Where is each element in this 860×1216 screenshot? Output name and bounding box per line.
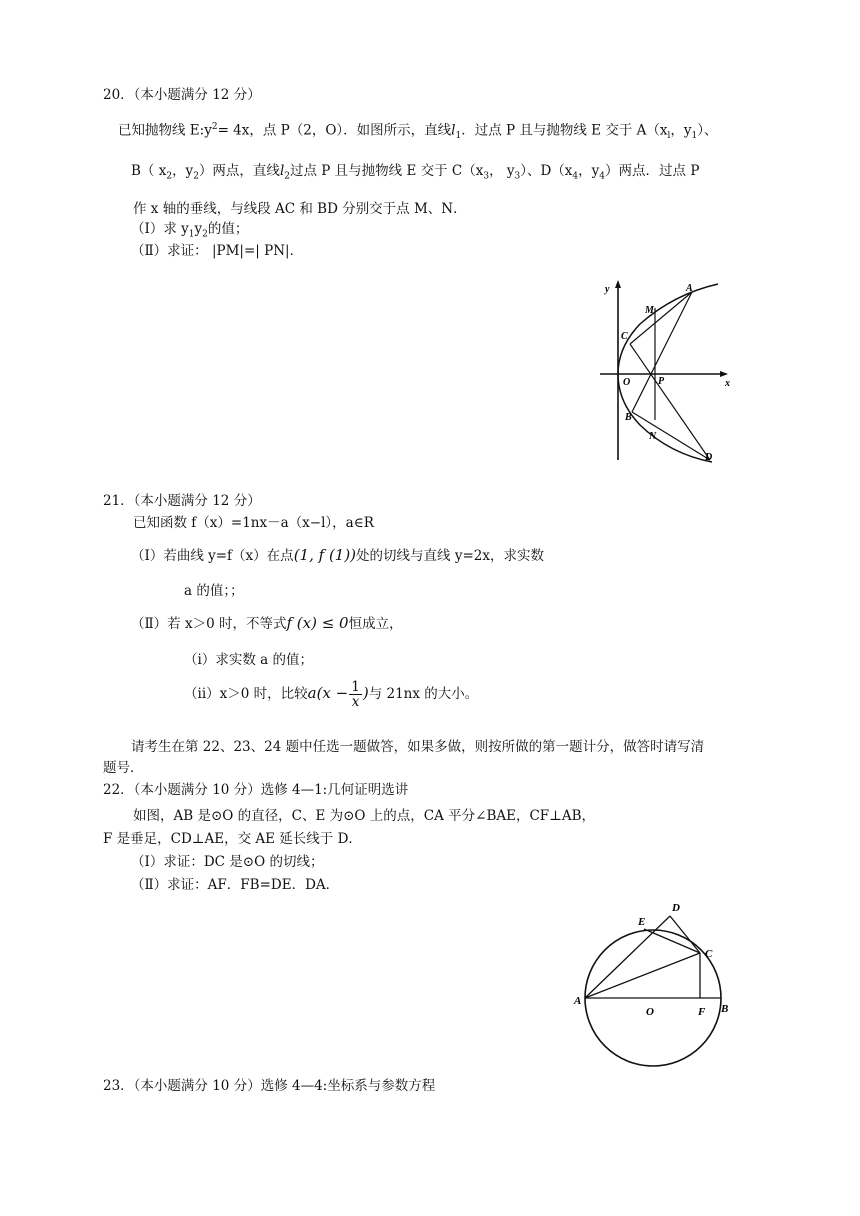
segment-B-D [632,412,710,460]
circle-figure [570,895,750,1070]
label-O: O [646,1006,654,1018]
label-P: P [658,376,665,387]
label-O: O [623,377,631,388]
q20-line3: 作 x 轴的垂线，与线段 AC 和 BD 分别交于点 M、N． [133,201,467,217]
q20-line1: 已知抛物线 $E:y^2= 4x$，点 P（2，O）．如图所示，直线$l_1$．过点 P 且与抛物线 E 交于 $A(x_l$，$y_1$）、 [118,122,718,142]
line-C-D [630,344,710,460]
q23-header: 23．（本小题满分 10 分）选修 4—4:坐标系与参数方程 [103,1078,436,1094]
q21-part1-cont: a 的值；； [184,583,244,599]
q20-part2: （Ⅱ）求证： |PM|=| PN|． [131,243,304,259]
segment-A-E-D [585,916,670,998]
q22-line1: 如图，AB 是⊙O 的直径，C、E 为⊙O 上的点，CA 平分∠BAE，CF⊥AB， [133,808,596,824]
q21-line1: 已知函数 f（x）=1nx－a（x−l），a∈R [133,515,374,531]
label-A: A [574,995,582,1007]
q22-line2: F 是垂足，CD⊥AE，交 AE 延长线于 D． [103,831,362,847]
label-C: C [621,331,628,342]
q22-part2: （Ⅱ）求证：AF．FB=DE．DA． [131,877,340,893]
label-y: y [605,284,610,295]
q20-header: 20．（本小题满分 12 分） [103,87,261,103]
label-C: C [705,948,713,960]
segment-A-C [630,292,692,344]
q21-header: 21．（本小题满分 12 分） [103,493,261,509]
q20-part1: （I）求 $y_1y_2$的值； [131,221,249,240]
line-A-B [632,292,692,412]
instruction-line1: 请考生在第 22、23、24 题中任选一题做答，如果多做，则按所做的第一题计分，做答时请写清 [131,739,705,755]
q20-line2: B（ $x_2$，$y_2$）两点，直线$l_2$过点 P 且与抛物线 E 交于 $C(x_3$， $y_3$）、$D(x_4$，$y_4$）两点．过点 P [131,163,700,182]
label-A: A [686,283,693,294]
q22-header: 22．（本小题满分 10 分）选修 4—1:几何证明选讲 [103,782,409,798]
q21-sub-ii: （ii）x＞0 时，比较a(x − $\frac{1}{x}$ )与 21nx 的大小。 [184,679,479,710]
label-x: x [725,378,730,389]
label-F: F [698,1006,706,1018]
x-axis-arrow [720,371,728,377]
fraction-one-over-x: $\frac{1}{x}$ [351,679,360,710]
q21-part2: （Ⅱ）若 x＞0 时，不等式f (x) ≤ 0恒成立， [131,614,403,632]
q22-part1: （I）求证：DC 是⊙O 的切线； [131,854,324,870]
label-M: M [645,305,654,316]
segment-C-D [670,916,700,953]
y-axis-arrow [615,280,621,288]
instruction-line2: 题号． [103,760,144,776]
parabola-curve [618,284,718,462]
q21-part1: （I）若曲线 y=f（x）在点(1, f (1))处的切线与直线 y=2x，求实数 [131,546,544,564]
parabola-figure [588,272,748,468]
label-N: N [649,431,657,442]
label-B: B [625,412,632,423]
label-B: B [721,1003,729,1015]
label-D: D [672,902,680,914]
segment-A-C [585,953,700,998]
label-E: E [638,916,646,928]
q21-sub-i: （i）求实数 a 的值； [184,652,313,668]
label-D: D [705,452,713,463]
